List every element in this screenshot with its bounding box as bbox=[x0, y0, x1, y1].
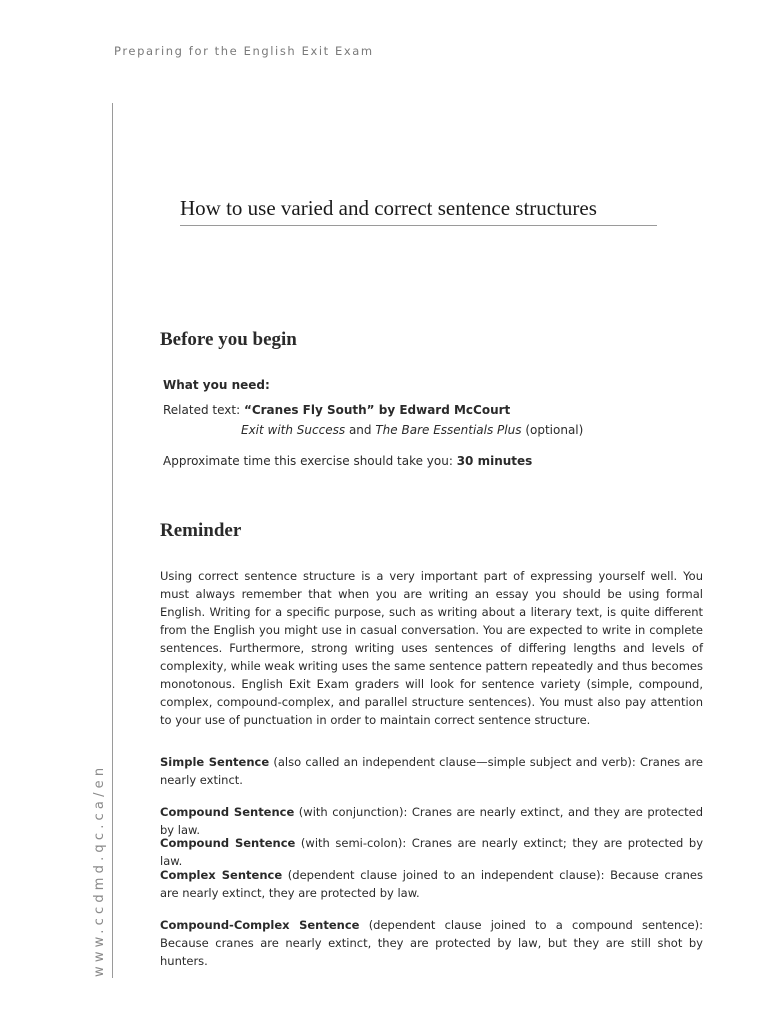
book-exit-with-success: Exit with Success bbox=[241, 423, 346, 437]
example-simple-sentence bbox=[160, 753, 703, 789]
related-text-title: “Cranes Fly South” by Edward McCourt bbox=[243, 403, 511, 417]
example-text: (with conjunction): Cranes are nearly extinct, and they are protected by law. bbox=[160, 805, 703, 837]
example-text: (with semi-colon): Cranes are nearly extinct; they are protected by law. bbox=[160, 836, 704, 868]
example-text: (dependent clause joined to an independent clause): Because cranes are nearly extinct, they are protected by law. bbox=[160, 868, 703, 900]
before-you-begin-heading: Before you begin bbox=[160, 329, 297, 350]
example-text: (dependent clause joined to a compound sentence): Because cranes are nearly extinct, they are protected by law, but they are still shot by hunters. bbox=[160, 918, 703, 968]
example-term: Compound Sentence bbox=[160, 805, 295, 819]
reminder-heading: Reminder bbox=[160, 520, 242, 541]
example-term: Simple Sentence bbox=[160, 755, 270, 769]
page-title: How to use varied and correct sentence structures bbox=[180, 196, 657, 226]
example-complex-sentence bbox=[160, 866, 703, 902]
optional-text: (optional) bbox=[521, 423, 584, 437]
example-compound-complex bbox=[160, 916, 703, 970]
related-text-line bbox=[163, 403, 510, 417]
related-text-label: Related text: bbox=[163, 403, 244, 417]
example-compound-semicolon bbox=[160, 834, 703, 870]
what-you-need-label: What you need: bbox=[163, 378, 270, 392]
running-header: Preparing for the English Exit Exam bbox=[114, 44, 374, 58]
example-term: Compound-Complex Sentence bbox=[160, 918, 360, 932]
book-bare-essentials: The Bare Essentials Plus bbox=[375, 423, 522, 437]
optional-books-line bbox=[241, 423, 583, 437]
margin-rule bbox=[112, 103, 113, 978]
and-text: and bbox=[345, 423, 376, 437]
reminder-paragraph-text: Using correct sentence structure is a very important part of expressing yourself well. You must always remember that when you are writing an essay you should be using formal English. Writing for a specific purpose, such as writing about a literary text, is quite different from the English you might use in casual conversation. You are expected to write in complete sentences. Furthermore, strong writing uses sentences of differing lengths and levels of complexity, while weak writing uses the same sentence pattern repeatedly and thus becomes monotonous. English Exit Exam graders will look for sentence variety (simple, compound, complex, compound-complex, and parallel structure sentences). You must also pay attention to your use of punctuation in order to maintain correct sentence structure. bbox=[160, 569, 703, 727]
time-value: 30 minutes bbox=[456, 454, 533, 468]
example-term: Complex Sentence bbox=[160, 868, 283, 882]
side-url: www.ccdmd.qc.ca/en bbox=[92, 763, 107, 977]
example-text: (also called an independent clause—simple subject and verb): Cranes are nearly extinct. bbox=[160, 755, 703, 787]
time-estimate-line bbox=[163, 454, 532, 468]
time-label: Approximate time this exercise should take you: bbox=[163, 454, 457, 468]
example-term: Compound Sentence bbox=[160, 836, 296, 850]
reminder-paragraph bbox=[160, 567, 703, 729]
